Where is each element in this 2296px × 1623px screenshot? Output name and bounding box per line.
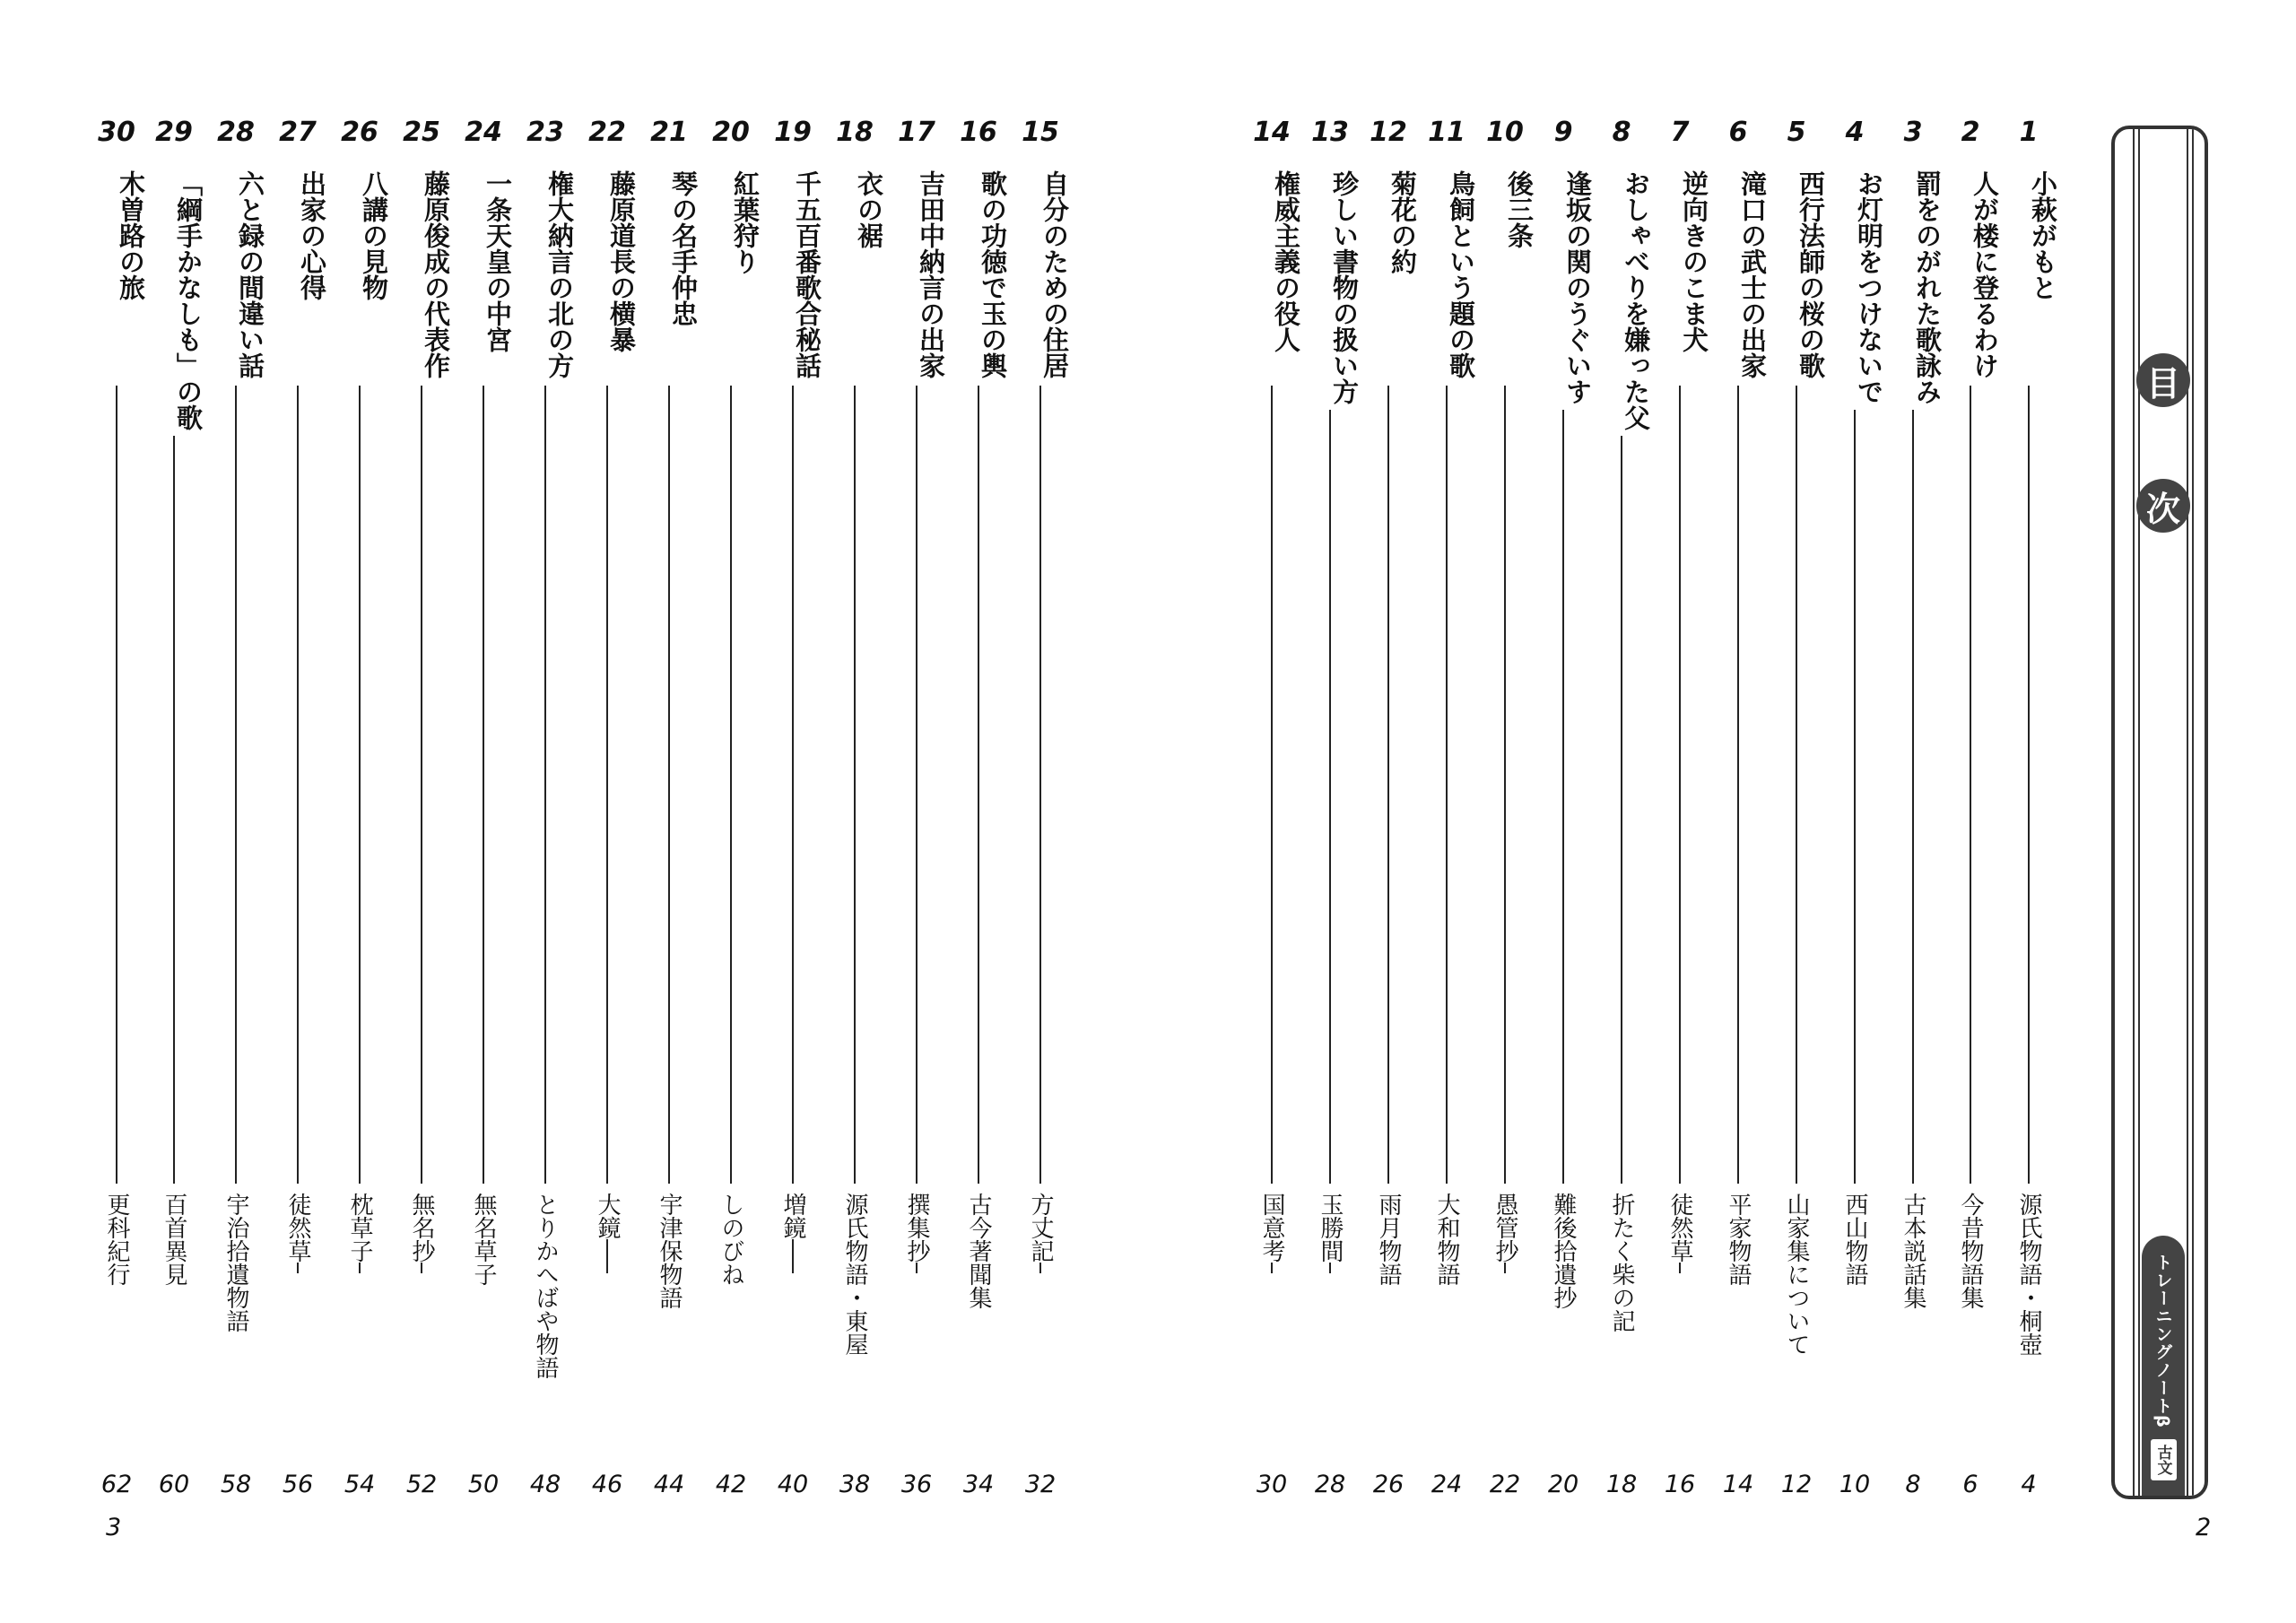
toc-entry-2[interactable] (1944, 117, 2000, 1515)
entry-title: 逆向きのこま犬 (1653, 170, 1707, 358)
leader-line (483, 386, 484, 1273)
entry-source: 更科紀行 (105, 1184, 128, 1286)
entry-number: 27 (279, 117, 317, 148)
entry-page: 6 (1962, 1471, 1979, 1498)
leader-line (1039, 386, 1041, 1273)
leader-line (173, 386, 175, 1273)
entry-source: 枕草子 (348, 1184, 371, 1263)
entry-number: 7 (1670, 117, 1690, 148)
toc-entry-24[interactable] (457, 117, 513, 1515)
toc-entry-22[interactable] (580, 117, 637, 1515)
leader-line (1504, 386, 1506, 1273)
entry-source: 折たく柴の記 (1610, 1184, 1633, 1332)
entry-page: 54 (344, 1471, 376, 1498)
entry-number: 17 (898, 117, 935, 148)
entry-number: 10 (1486, 117, 1524, 148)
sidebar-stripe (2133, 129, 2135, 1496)
entry-source: 百首異見 (162, 1184, 186, 1286)
entry-page: 38 (839, 1471, 871, 1498)
leader-line (1912, 386, 1914, 1273)
leader-line (2028, 386, 2030, 1273)
entry-page: 50 (467, 1471, 500, 1498)
sidebar-stripe (2192, 129, 2194, 1496)
entry-title: 権大納言の北の方 (518, 170, 572, 384)
series-brand-label: トレーニングノートβ (2152, 1254, 2173, 1428)
entry-source: 宇治拾遺物語 (224, 1184, 248, 1332)
toc-entry-27[interactable] (271, 117, 325, 1515)
toc-entry-3[interactable] (1886, 117, 1943, 1515)
leader-line (916, 386, 918, 1273)
leader-line (1562, 386, 1564, 1273)
leader-line (606, 386, 608, 1273)
entry-title: 千五百番歌合秘話 (766, 170, 820, 384)
entry-title: 権威主義の役人 (1245, 170, 1299, 358)
leader-line (1796, 386, 1797, 1273)
entry-title: 自分のための住居 (1013, 170, 1067, 384)
series-brand-tab (2142, 1236, 2185, 1499)
leader-line (792, 386, 794, 1273)
entry-page: 46 (591, 1471, 623, 1498)
entry-source: 大鏡 (596, 1184, 619, 1239)
entry-number: 24 (465, 117, 502, 148)
entry-number: 14 (1253, 117, 1291, 148)
entry-number: 9 (1553, 117, 1573, 148)
leader-line (854, 386, 856, 1273)
entry-title: 八講の見物 (333, 170, 387, 306)
entry-page: 48 (529, 1471, 561, 1498)
toc-entry-11[interactable] (1420, 117, 1474, 1515)
entry-number: 12 (1370, 117, 1407, 148)
entry-title: 一条天皇の中宮 (457, 170, 510, 358)
entry-number: 25 (403, 117, 440, 148)
entry-title: おしゃべりを嫌った父 (1595, 170, 1648, 436)
toc-entry-5[interactable] (1770, 117, 1826, 1515)
toc-entry-25[interactable] (395, 117, 451, 1515)
toc-entry-29[interactable] (147, 117, 204, 1515)
entry-source: 平家物語 (1726, 1184, 1750, 1286)
entry-page: 52 (405, 1471, 438, 1498)
entry-page: 36 (900, 1471, 933, 1498)
toc-sidebar (2111, 126, 2208, 1499)
entry-page: 12 (1780, 1471, 1813, 1498)
entry-page: 14 (1722, 1471, 1754, 1498)
entry-source: 難後拾遺抄 (1552, 1184, 1575, 1309)
entry-page: 44 (653, 1471, 685, 1498)
entry-title: 木曽路の旅 (90, 170, 144, 306)
toc-entry-30[interactable] (90, 117, 144, 1515)
entry-source: 無名草子 (472, 1184, 495, 1286)
entry-title: 衣の裾 (828, 170, 882, 254)
entry-page: 32 (1024, 1471, 1057, 1498)
entry-page: 20 (1547, 1471, 1579, 1498)
entry-number: 8 (1612, 117, 1631, 148)
entry-source: 雨月物語 (1377, 1184, 1400, 1286)
entry-title: 後三条 (1478, 170, 1532, 254)
entry-number: 11 (1428, 117, 1465, 148)
toc-entry-23[interactable] (518, 117, 575, 1515)
entry-source: 今昔物語集 (1959, 1184, 1982, 1309)
toc-entry-28[interactable] (209, 117, 263, 1515)
entry-source: 徒然草 (1668, 1184, 1692, 1263)
toc-entry-8[interactable] (1595, 117, 1651, 1515)
leader-line (668, 386, 670, 1273)
toc-heading-ji: 次 (2136, 479, 2190, 533)
entry-number: 5 (1787, 117, 1806, 148)
entry-number: 2 (1961, 117, 1980, 148)
leader-line (359, 386, 361, 1273)
entry-page: 16 (1664, 1471, 1696, 1498)
entry-source: 西山物語 (1843, 1184, 1866, 1286)
entry-number: 15 (1022, 117, 1059, 148)
entry-source: 古本説話集 (1901, 1184, 1925, 1309)
leader-line (1970, 386, 1971, 1273)
entry-title: 菊花の約 (1361, 170, 1415, 280)
entry-page: 56 (282, 1471, 314, 1498)
entry-number: 20 (712, 117, 750, 148)
toc-entry-13[interactable] (1303, 117, 1360, 1515)
entry-title: 六と録の間違い話 (209, 170, 263, 384)
sidebar-stripe (2187, 129, 2188, 1496)
leader-line (1329, 386, 1331, 1273)
entry-source: 徒然草 (286, 1184, 309, 1263)
entry-number: 1 (2019, 117, 2039, 148)
entry-page: 24 (1431, 1471, 1463, 1498)
entry-title: 西行法師の桜の歌 (1770, 170, 1823, 384)
leader-line (297, 386, 299, 1273)
toc-entry-10[interactable] (1478, 117, 1535, 1515)
toc-entry-17[interactable] (890, 117, 944, 1515)
entry-source: 国意考 (1260, 1184, 1283, 1263)
subject-label: 古文 (2151, 1439, 2177, 1480)
leader-line (235, 386, 237, 1273)
entry-page: 62 (100, 1471, 133, 1498)
entry-page: 40 (777, 1471, 809, 1498)
sidebar-stripe (2138, 129, 2140, 1496)
entry-number: 18 (836, 117, 874, 148)
entry-title: 逢坂の関のうぐいす (1536, 170, 1590, 410)
toc-entry-14[interactable] (1245, 117, 1299, 1515)
toc-entry-21[interactable] (642, 117, 699, 1515)
toc-entry-1[interactable] (2002, 117, 2056, 1515)
entry-page: 26 (1372, 1471, 1405, 1498)
leader-line (421, 386, 422, 1273)
entry-page: 28 (1314, 1471, 1346, 1498)
entry-title: 「綱手かなしも」の歌 (147, 170, 201, 436)
leader-line (1737, 386, 1739, 1273)
entry-page: 18 (1605, 1471, 1638, 1498)
entry-source: 増鏡 (781, 1184, 804, 1239)
entry-title: 罰をのがれた歌詠み (1886, 170, 1940, 410)
entry-source: 源氏物語・東屋 (843, 1184, 866, 1356)
leader-line (978, 386, 979, 1273)
entry-number: 4 (1845, 117, 1865, 148)
entry-number: 28 (217, 117, 255, 148)
entry-source: 愚管抄 (1493, 1184, 1517, 1263)
entry-source: 宇津保物語 (657, 1184, 681, 1309)
toc-entry-7[interactable] (1653, 117, 1707, 1515)
page-number-left: 3 (106, 1514, 122, 1541)
entry-title: 珍しい書物の扱い方 (1303, 170, 1357, 410)
entry-number: 16 (960, 117, 997, 148)
entry-number: 13 (1311, 117, 1349, 148)
entry-source: 撰集抄 (905, 1184, 928, 1263)
entry-page: 22 (1489, 1471, 1521, 1498)
entry-title: 小萩がもと (2002, 170, 2056, 306)
entry-number: 23 (526, 117, 564, 148)
entry-number: 21 (650, 117, 688, 148)
entry-source: 玉勝間 (1318, 1184, 1342, 1263)
leader-line (730, 386, 732, 1273)
entry-source: とりかへばや物語 (534, 1184, 557, 1379)
page-number-right: 2 (2196, 1514, 2212, 1541)
entry-page: 4 (2021, 1471, 2037, 1498)
entry-page: 60 (158, 1471, 190, 1498)
entry-number: 3 (1903, 117, 1923, 148)
leader-line (1679, 386, 1681, 1273)
leader-line (1446, 386, 1448, 1273)
leader-line (1854, 386, 1856, 1273)
entry-number: 30 (98, 117, 135, 148)
entry-page: 8 (1905, 1471, 1921, 1498)
entry-title: お灯明をつけないで (1828, 170, 1882, 410)
entry-title: 鳥飼という題の歌 (1420, 170, 1474, 384)
entry-title: 歌の功徳で玉の輿 (952, 170, 1005, 384)
entry-title: 出家の心得 (271, 170, 325, 306)
entry-title: 人が楼に登るわけ (1944, 170, 1997, 384)
toc-entry-16[interactable] (952, 117, 1008, 1515)
entry-page: 58 (220, 1471, 252, 1498)
toc-entry-4[interactable] (1828, 117, 1882, 1515)
entry-number: 29 (155, 117, 193, 148)
leader-line (1621, 386, 1622, 1273)
toc-heading-moku: 目 (2136, 353, 2190, 407)
entry-source: 源氏物語・桐壺 (2017, 1184, 2040, 1356)
toc-entry-12[interactable] (1361, 117, 1418, 1515)
entry-number: 6 (1728, 117, 1748, 148)
entry-source: 大和物語 (1435, 1184, 1458, 1286)
entry-number: 22 (588, 117, 626, 148)
entry-source: 無名抄 (410, 1184, 433, 1263)
toc-entry-15[interactable] (1013, 117, 1070, 1515)
entry-title: 藤原俊成の代表作 (395, 170, 448, 384)
entry-page: 34 (962, 1471, 995, 1498)
toc-entry-6[interactable] (1711, 117, 1768, 1515)
entry-title: 琴の名手仲忠 (642, 170, 696, 332)
entry-title: 紅葉狩り (704, 170, 758, 280)
entry-source: 古今著聞集 (967, 1184, 990, 1309)
toc-entry-9[interactable] (1536, 117, 1593, 1515)
leader-line (116, 386, 117, 1273)
toc-entry-26[interactable] (333, 117, 387, 1515)
toc-entry-18[interactable] (828, 117, 882, 1515)
entry-page: 42 (715, 1471, 747, 1498)
entry-number: 19 (774, 117, 812, 148)
toc-entry-20[interactable] (704, 117, 761, 1515)
leader-line (544, 386, 546, 1273)
leader-line (1271, 386, 1273, 1273)
entry-source: しのびね (719, 1184, 743, 1286)
entry-title: 滝口の武士の出家 (1711, 170, 1765, 384)
toc-entry-19[interactable] (766, 117, 820, 1515)
leader-line (1387, 386, 1389, 1273)
entry-number: 26 (341, 117, 378, 148)
entry-source: 方丈記 (1029, 1184, 1052, 1263)
entry-page: 30 (1256, 1471, 1288, 1498)
entry-source: 山家集について (1785, 1184, 1808, 1356)
entry-title: 吉田中納言の出家 (890, 170, 944, 384)
entry-title: 藤原道長の横暴 (580, 170, 634, 358)
entry-page: 10 (1839, 1471, 1871, 1498)
